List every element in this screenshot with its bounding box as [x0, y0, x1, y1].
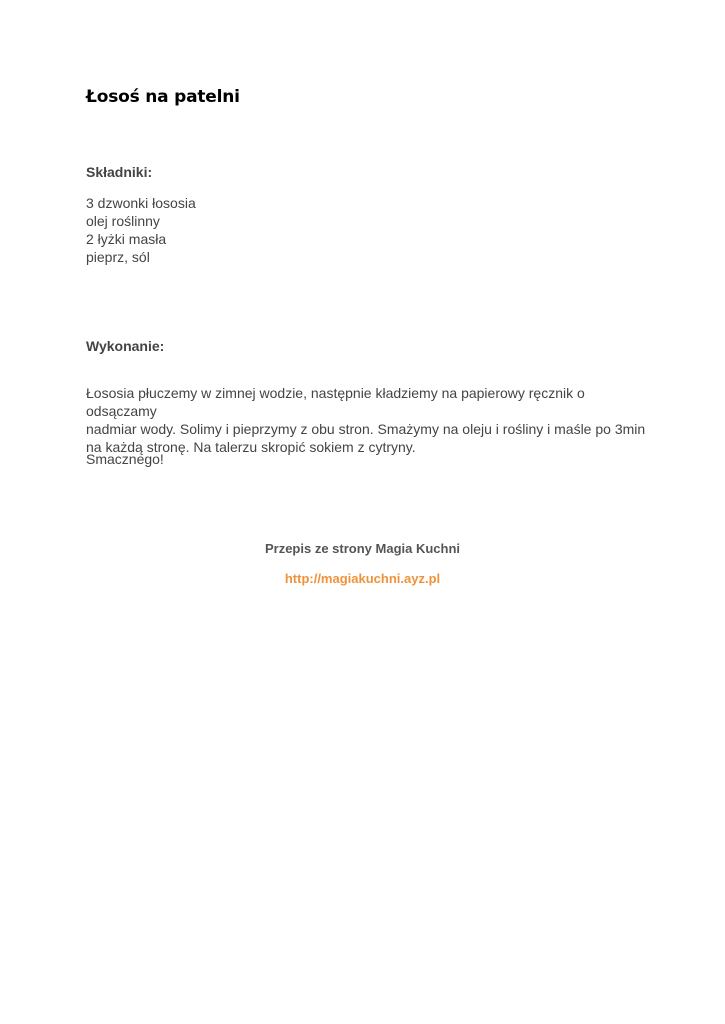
ingredient-item: pieprz, sól — [86, 249, 150, 265]
closing-text: Smacznego! — [86, 451, 164, 467]
method-line: Łososia płuczemy w zimnej wodzie, następnie kładziemy na papierowy ręcznik o odsączamy — [86, 385, 585, 419]
ingredient-item: 3 dzwonki łososia — [86, 195, 196, 211]
source-link[interactable]: http://magiakuchni.ayz.pl — [284, 571, 441, 586]
ingredients-list — [86, 194, 196, 266]
source-credit: Przepis ze strony Magia Kuchni — [264, 541, 461, 556]
method-line: nadmiar wody. Solimy i pieprzymy z obu stron. Smażymy na oleju i rośliny i maśle po 3min — [86, 421, 646, 437]
ingredient-item: 2 łyżki masła — [86, 231, 167, 247]
method-paragraph — [86, 384, 646, 456]
ingredients-heading: Składniki: — [86, 164, 153, 180]
ingredient-item: olej roślinny — [86, 213, 160, 229]
recipe-title: Łosoś na patelni — [86, 87, 240, 107]
method-heading: Wykonanie: — [86, 338, 165, 354]
method-line: na każdą stronę. Na talerzu skropić sokiem z cytryny. — [86, 439, 416, 455]
